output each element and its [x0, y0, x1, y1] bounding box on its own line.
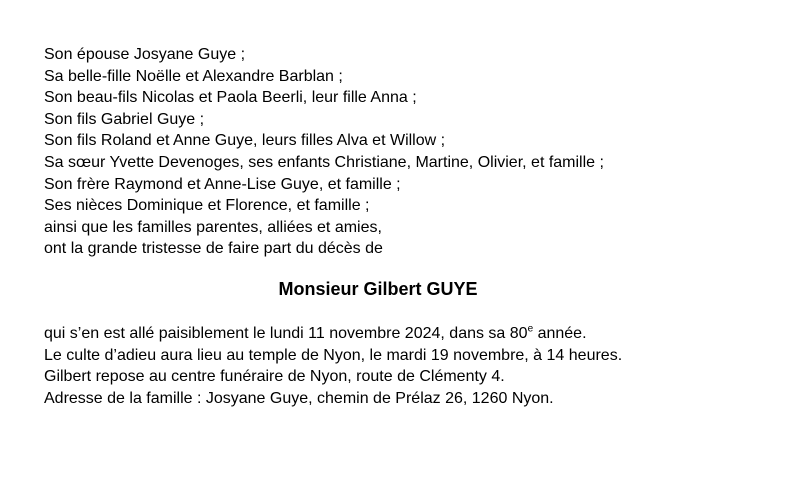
- passing-suffix: année.: [533, 324, 587, 342]
- ordinal-suffix: e: [527, 323, 534, 335]
- passing-line: [44, 323, 712, 345]
- family-line-daughter-in-law: Sa belle-fille Noëlle et Alexandre Barblan ;: [44, 67, 343, 85]
- family-line-son-gabriel: Son fils Gabriel Guye ;: [44, 110, 205, 128]
- family-line-son-roland: Son fils Roland et Anne Guye, leurs filles Alva et Willow ;: [44, 132, 446, 150]
- family-list: [44, 44, 712, 260]
- passing-text: qui s’en est allé paisiblement le lundi 11 novembre 2024, dans sa 80: [44, 324, 528, 342]
- rest-location: Gilbert repose au centre funéraire de Nyon, route de Clémenty 4.: [44, 368, 505, 386]
- deceased-name: Monsieur Gilbert GUYE: [278, 278, 478, 299]
- obituary-notice: [44, 44, 712, 409]
- family-address: Adresse de la famille : Josyane Guye, chemin de Prélaz 26, 1260 Nyon.: [44, 389, 554, 407]
- family-line-son-in-law: Son beau-fils Nicolas et Paola Beerli, leur fille Anna ;: [44, 89, 417, 107]
- family-line-relatives: ainsi que les familles parentes, alliées et amies,: [44, 218, 382, 236]
- service-info: Le culte d’adieu aura lieu au temple de Nyon, le mardi 19 novembre, à 14 heures.: [44, 346, 623, 364]
- family-line-brother: Son frère Raymond et Anne-Lise Guye, et famille ;: [44, 175, 401, 193]
- family-line-spouse: Son épouse Josyane Guye ;: [44, 46, 246, 63]
- details-block: [44, 323, 712, 409]
- family-line-sister: Sa sœur Yvette Devenoges, ses enfants Christiane, Martine, Olivier, et famille ;: [44, 153, 604, 171]
- announcement-line: ont la grande tristesse de faire part du décès de: [44, 240, 383, 258]
- family-line-nieces: Ses nièces Dominique et Florence, et famille ;: [44, 197, 370, 215]
